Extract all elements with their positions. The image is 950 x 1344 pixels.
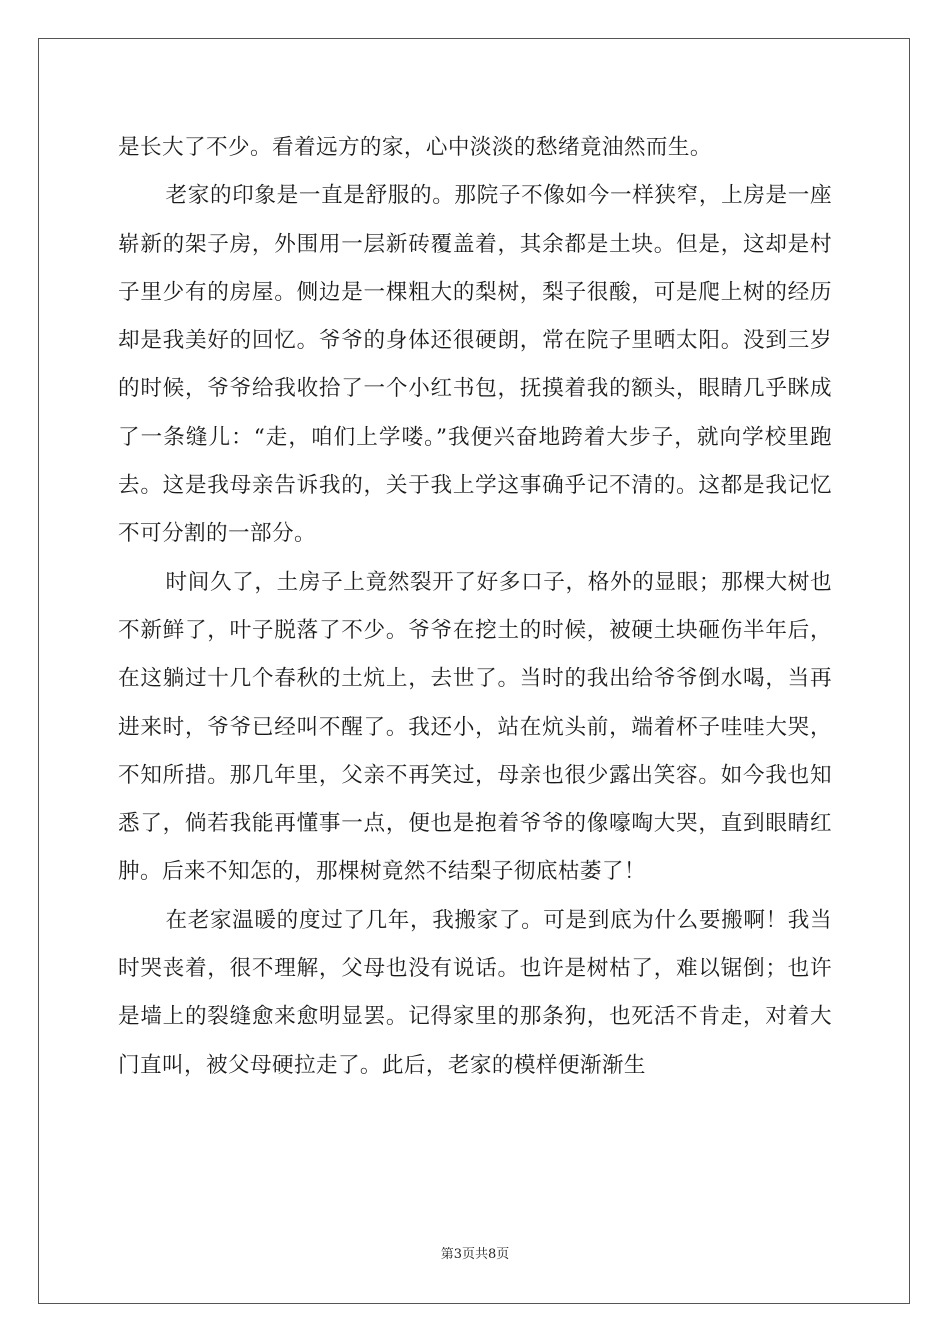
total-page-count: 共8页: [475, 1247, 510, 1262]
current-page-number: 第3页: [440, 1247, 475, 1262]
paragraph-grandfather-passing: 时间久了，土房子上竟然裂开了好多口子，格外的显眼；那棵大树也不新鲜了，叶子脱落了不少。爷爷在挖土的时候，被硬土块砸伤半年后，在这躺过十几个春秋的土炕上，去世了。当时的我出给爷爷倒水喝，当再进来时，爷爷已经叫不醒了。我还小，站在炕头前，端着杯子哇哇大哭，不知所措。那几年里，父亲不再笑过，母亲也很少露出笑容。如今我也知悉了，倘若我能再懂事一点，便也是抱着爷爷的像嚎啕大哭，直到眼睛红肿。后来不知怎的，那棵树竟然不结梨子彻底枯萎了！: [118, 569, 832, 885]
paragraph-old-home-memory: 老家的印象是一直是舒服的。那院子不像如今一样狭窄，上房是一座崭新的架子房，外围用一层新砖覆盖着，其余都是土块。但是，这却是村子里少有的房屋。侧边是一棵粗大的梨树，梨子很酸，可是爬上树的经历却是我美好的回忆。爷爷的身体还很硬朗，常在院子里晒太阳。没到三岁的时候，爷爷给我收拾了一个小红书包，抚摸着我的额头，眼睛几乎眯成了一条缝儿：“走，咱们上学喽。”我便兴奋地跨着大步子，就向学校里跑去。这是我母亲告诉我的，关于我上学这事确乎记不清的。这都是我记忆不可分割的一部分。: [118, 183, 832, 547]
paragraph-moving-away: 在老家温暖的度过了几年，我搬家了。可是到底为什么要搬啊！我当时哭丧着，很不理解，父母也没有说话。也许是树枯了，难以锯倒；也许是墙上的裂缝愈来愈明显罢。记得家里的那条狗，也死活不肯走，对着大门直叫，被父母硬拉走了。此后，老家的模样便渐渐生: [118, 907, 832, 1078]
document-body: [118, 124, 832, 1090]
page-footer: [0, 1245, 950, 1265]
paragraph-continued: 是长大了不少。看着远方的家，心中淡淡的愁绪竟油然而生。: [118, 135, 712, 160]
